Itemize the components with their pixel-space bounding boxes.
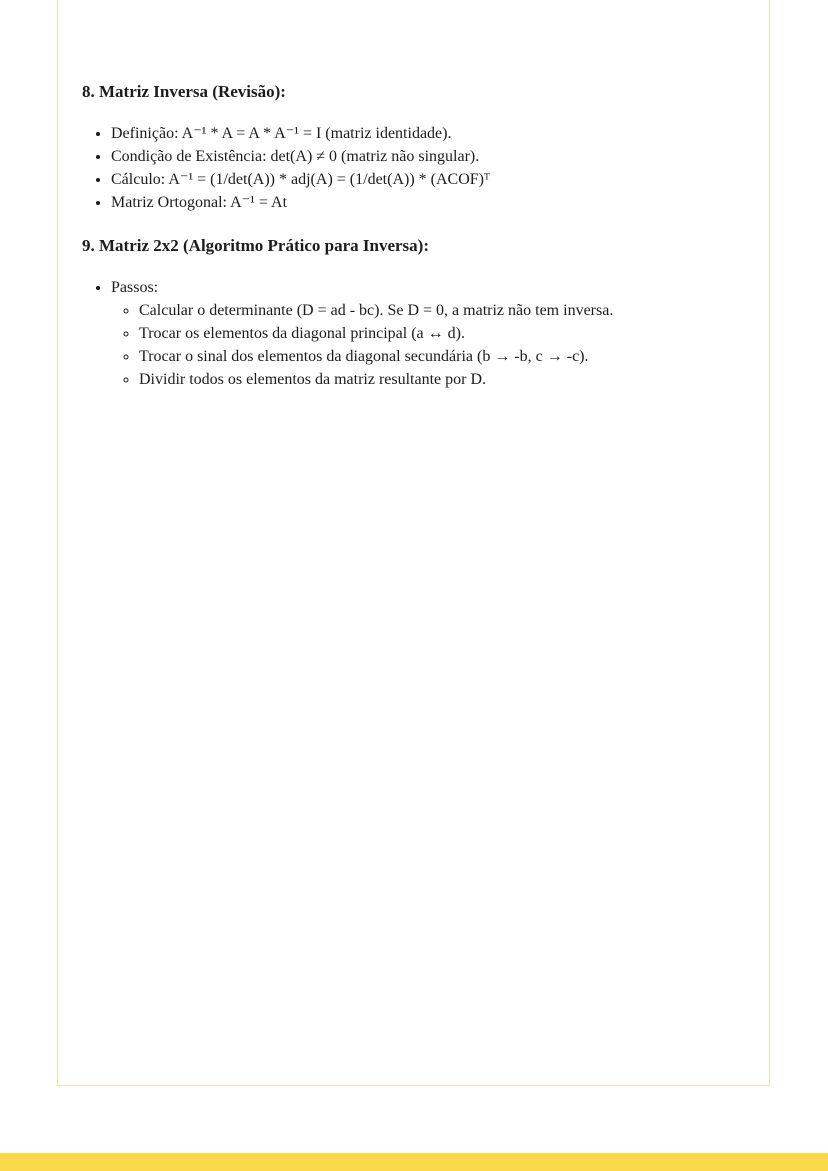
document-content <box>82 80 742 391</box>
section-matriz-2x2 <box>82 234 742 391</box>
list-item: • Condição de Existência: det(A) ≠ 0 (matriz não singular). <box>111 145 742 168</box>
list-item: • Matriz Ortogonal: A⁻¹ = At <box>111 191 742 214</box>
sub-list-item: ◦ Trocar os elementos da diagonal principal (a ↔ d). <box>139 322 742 345</box>
section-heading: 9. Matriz 2x2 (Algoritmo Prático para Inversa): <box>82 236 429 255</box>
list-item: • Cálculo: A⁻¹ = (1/det(A)) * adj(A) = (1/det(A)) * (ACOF)ᵀ <box>111 168 742 191</box>
section-matriz-inversa <box>82 80 742 214</box>
section-heading: 8. Matriz Inversa (Revisão): <box>82 82 286 101</box>
footer-accent-bar <box>0 1153 828 1171</box>
sub-list-item: ◦ Trocar o sinal dos elementos da diagonal secundária (b → -b, c → -c). <box>139 345 742 368</box>
list-item-label: Passos: <box>111 279 159 296</box>
list-item: • Definição: A⁻¹ * A = A * A⁻¹ = I (matriz identidade). <box>111 122 742 145</box>
bullet-list <box>82 276 742 391</box>
sub-list-item: ◦ Calcular o determinante (D = ad - bc). Se D = 0, a matriz não tem inversa. <box>139 299 742 322</box>
list-item <box>111 276 742 391</box>
sub-bullet-list <box>111 299 742 391</box>
sub-list-item: ◦ Dividir todos os elementos da matriz resultante por D. <box>139 368 742 391</box>
bullet-list <box>82 122 742 214</box>
